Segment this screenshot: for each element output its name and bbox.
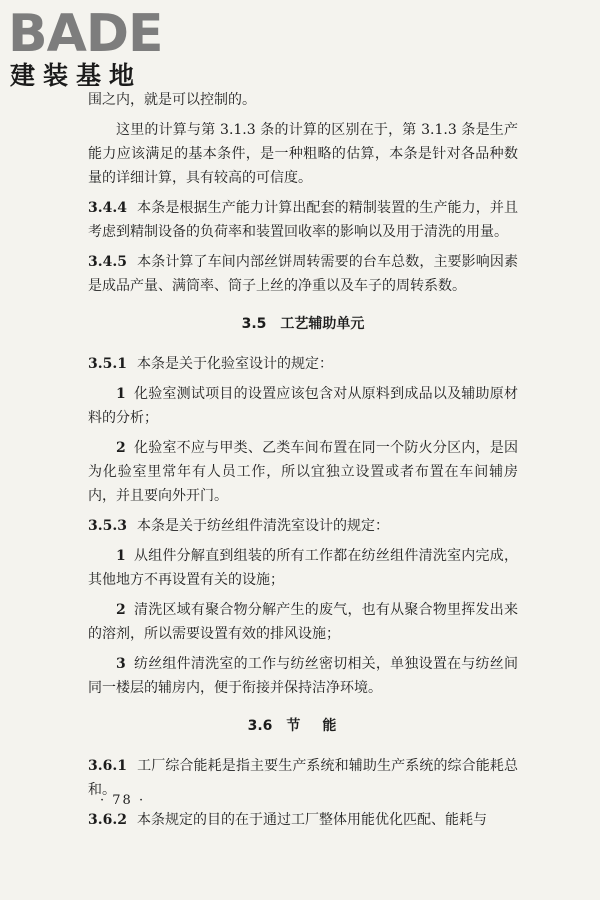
list-item-text: 化验室测试项目的设置应该包含对从原料到成品以及辅助原材料的分析； bbox=[88, 386, 518, 426]
list-item-number: 2 bbox=[116, 440, 126, 456]
section-number: 3.6 bbox=[247, 718, 273, 734]
clause-text: 本条是根据生产能力计算出配套的精制装置的生产能力，并且考虑到精制设备的负荷率和装置回收率的影响以及用于清洗的用量。 bbox=[88, 200, 518, 240]
clause-3-6-1 bbox=[88, 754, 518, 802]
clause-number: 3.6.2 bbox=[88, 812, 127, 828]
page-number: · 78 · bbox=[100, 793, 146, 808]
list-item-number: 1 bbox=[116, 548, 126, 564]
clause-number: 3.5.3 bbox=[88, 518, 127, 534]
list-item-number: 1 bbox=[116, 386, 126, 402]
clause-3-5-3 bbox=[88, 514, 518, 538]
clause-number: 3.6.1 bbox=[88, 758, 127, 774]
list-item-text: 清洗区域有聚合物分解产生的废气，也有从聚合物里挥发出来的溶剂，所以需要设置有效的排风设施； bbox=[88, 602, 518, 642]
clause-3-4-4 bbox=[88, 196, 518, 244]
section-heading-3-5 bbox=[88, 312, 518, 336]
section-heading-3-6 bbox=[88, 714, 518, 738]
clause-3-6-2 bbox=[88, 808, 518, 832]
bade-logo bbox=[8, 4, 176, 90]
section-number: 3.5 bbox=[241, 316, 267, 332]
list-item bbox=[88, 598, 518, 646]
list-item bbox=[88, 652, 518, 700]
clause-text: 本条是关于化验室设计的规定： bbox=[136, 356, 333, 372]
list-item bbox=[88, 436, 518, 508]
list-item bbox=[88, 382, 518, 430]
clause-text: 本条计算了车间内部丝饼周转需要的台车总数，主要影响因素是成品产量、满筒率、筒子上丝的净重以及车子的周转系数。 bbox=[88, 254, 518, 294]
clause-text: 本条是关于纺丝组件清洗室设计的规定： bbox=[136, 518, 389, 534]
clause-number: 3.5.1 bbox=[88, 356, 127, 372]
clause-number: 3.4.4 bbox=[88, 200, 127, 216]
list-item-text: 从组件分解直到组装的所有工作都在纺丝组件清洗室内完成，其他地方不再设置有关的设施； bbox=[88, 548, 518, 588]
paragraph-continuation: 围之内，就是可以控制的。 bbox=[88, 92, 256, 108]
list-item bbox=[88, 544, 518, 592]
logo-subtitle: 建装基地 bbox=[10, 61, 143, 90]
document-page bbox=[88, 88, 518, 838]
logo-wordmark: BADE bbox=[8, 4, 163, 64]
clause-text: 工厂综合能耗是指主要生产系统和辅助生产系统的综合能耗总和。 bbox=[88, 758, 518, 798]
list-item-number: 3 bbox=[116, 656, 126, 672]
section-title: 节能 bbox=[286, 718, 359, 734]
list-item-text: 化验室不应与甲类、乙类车间布置在同一个防火分区内，是因为化验室里常年有人员工作，所以宜独立设置或者布置在车间辅房内，并且要向外开门。 bbox=[88, 440, 518, 504]
paragraph-comparison: 这里的计算与第 3.1.3 条的计算的区别在于，第 3.1.3 条是生产能力应该满足的基本条件，是一种粗略的估算，本条是针对各品种数量的详细计算，具有较高的可信度。 bbox=[88, 122, 518, 186]
clause-number: 3.4.5 bbox=[88, 254, 127, 270]
list-item-text: 纺丝组件清洗室的工作与纺丝密切相关，单独设置在与纺丝间同一楼层的辅房内，便于衔接并保持洁净环境。 bbox=[88, 656, 518, 696]
clause-3-5-1 bbox=[88, 352, 518, 376]
clause-3-4-5 bbox=[88, 250, 518, 298]
list-item-number: 2 bbox=[116, 602, 126, 618]
section-title: 工艺辅助单元 bbox=[280, 316, 365, 332]
clause-text: 本条规定的目的在于通过工厂整体用能优化匹配、能耗与 bbox=[136, 812, 487, 828]
